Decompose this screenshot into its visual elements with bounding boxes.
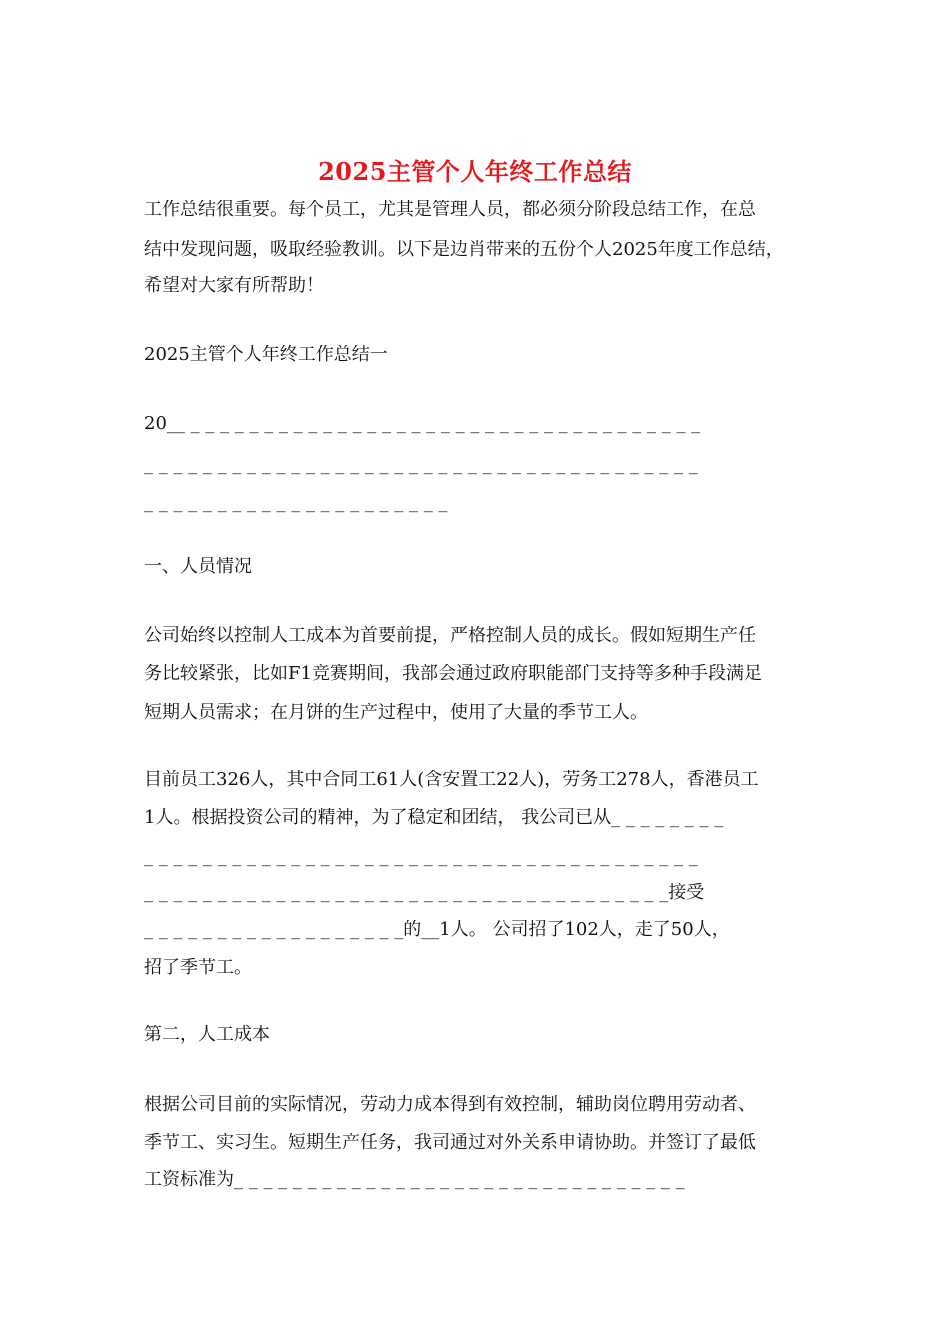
paragraph-line: 季节工、实习生。短期生产任务，我司通过对外关系申请协助。并签订了最低 xyxy=(144,1133,756,1153)
section-subtitle: 2025主管个人年终工作总结一 xyxy=(144,345,388,365)
paragraph-line: 招了季节工。 xyxy=(144,958,252,978)
paragraph-line: 目前员工326人，其中合同工61人(含安置工22人)，劳务工278人，香港员工 xyxy=(144,770,759,790)
paragraph-line: _ _ _ _ _ _ _ _ _ _ _ _ _ _ _ _ _ _的__1人。 公司招了102人，走了50人， xyxy=(144,920,730,940)
paragraph-line: _ _ _ _ _ _ _ _ _ _ _ _ _ _ _ _ _ _ _ _ _ _ _ _ _ _ _ _ _ _ _ _ _ _ _ _ _ _ xyxy=(144,847,698,867)
paragraph-line: 短期人员需求；在月饼的生产过程中，使用了大量的季节工人。 xyxy=(144,703,648,723)
intro-line: 工作总结很重要。每个员工，尤其是管理人员，都必须分阶段总结工作，在总 xyxy=(144,200,756,220)
paragraph-line: 务比较紧张，比如F1竞赛期间，我部会通过政府职能部门支持等多种手段满足 xyxy=(144,664,762,684)
paragraph-line: 根据公司目前的实际情况，劳动力成本得到有效控制，辅助岗位聘用劳动者、 xyxy=(144,1095,756,1115)
intro-line: 希望对大家有所帮助！ xyxy=(144,276,324,296)
section2-heading: 第二，人工成本 xyxy=(144,1025,270,1045)
paragraph-line: 公司始终以控制人工成本为首要前提，严格控制人员的成长。假如短期生产任 xyxy=(144,626,756,646)
paragraph-line: 工资标准为_ _ _ _ _ _ _ _ _ _ _ _ _ _ _ _ _ _ _ _ _ _ _ _ _ _ _ _ _ _ _ xyxy=(144,1170,685,1190)
section1-heading: 一、人员情况 xyxy=(144,557,252,577)
page-title: 2025主管个人年终工作总结 xyxy=(318,157,632,186)
intro-line: 结中发现问题，吸取经验教训。以下是边肖带来的五份个人2025年度工作总结， xyxy=(144,240,784,260)
paragraph-line: _ _ _ _ _ _ _ _ _ _ _ _ _ _ _ _ _ _ _ _ _ _ _ _ _ _ _ _ _ _ _ _ _ _ _ _接受 xyxy=(144,883,705,903)
paragraph-line: 1人。根据投资公司的精神，为了稳定和团结， 我公司已从_ _ _ _ _ _ _ _ xyxy=(144,808,724,828)
blank-line: _ _ _ _ _ _ _ _ _ _ _ _ _ _ _ _ _ _ _ _ _ xyxy=(144,493,448,513)
blank-line: 20__ _ _ _ _ _ _ _ _ _ _ _ _ _ _ _ _ _ _ _ _ _ _ _ _ _ _ _ _ _ _ _ _ _ _ _ xyxy=(144,414,701,434)
blank-line: _ _ _ _ _ _ _ _ _ _ _ _ _ _ _ _ _ _ _ _ _ _ _ _ _ _ _ _ _ _ _ _ _ _ _ _ _ _ xyxy=(144,455,698,475)
